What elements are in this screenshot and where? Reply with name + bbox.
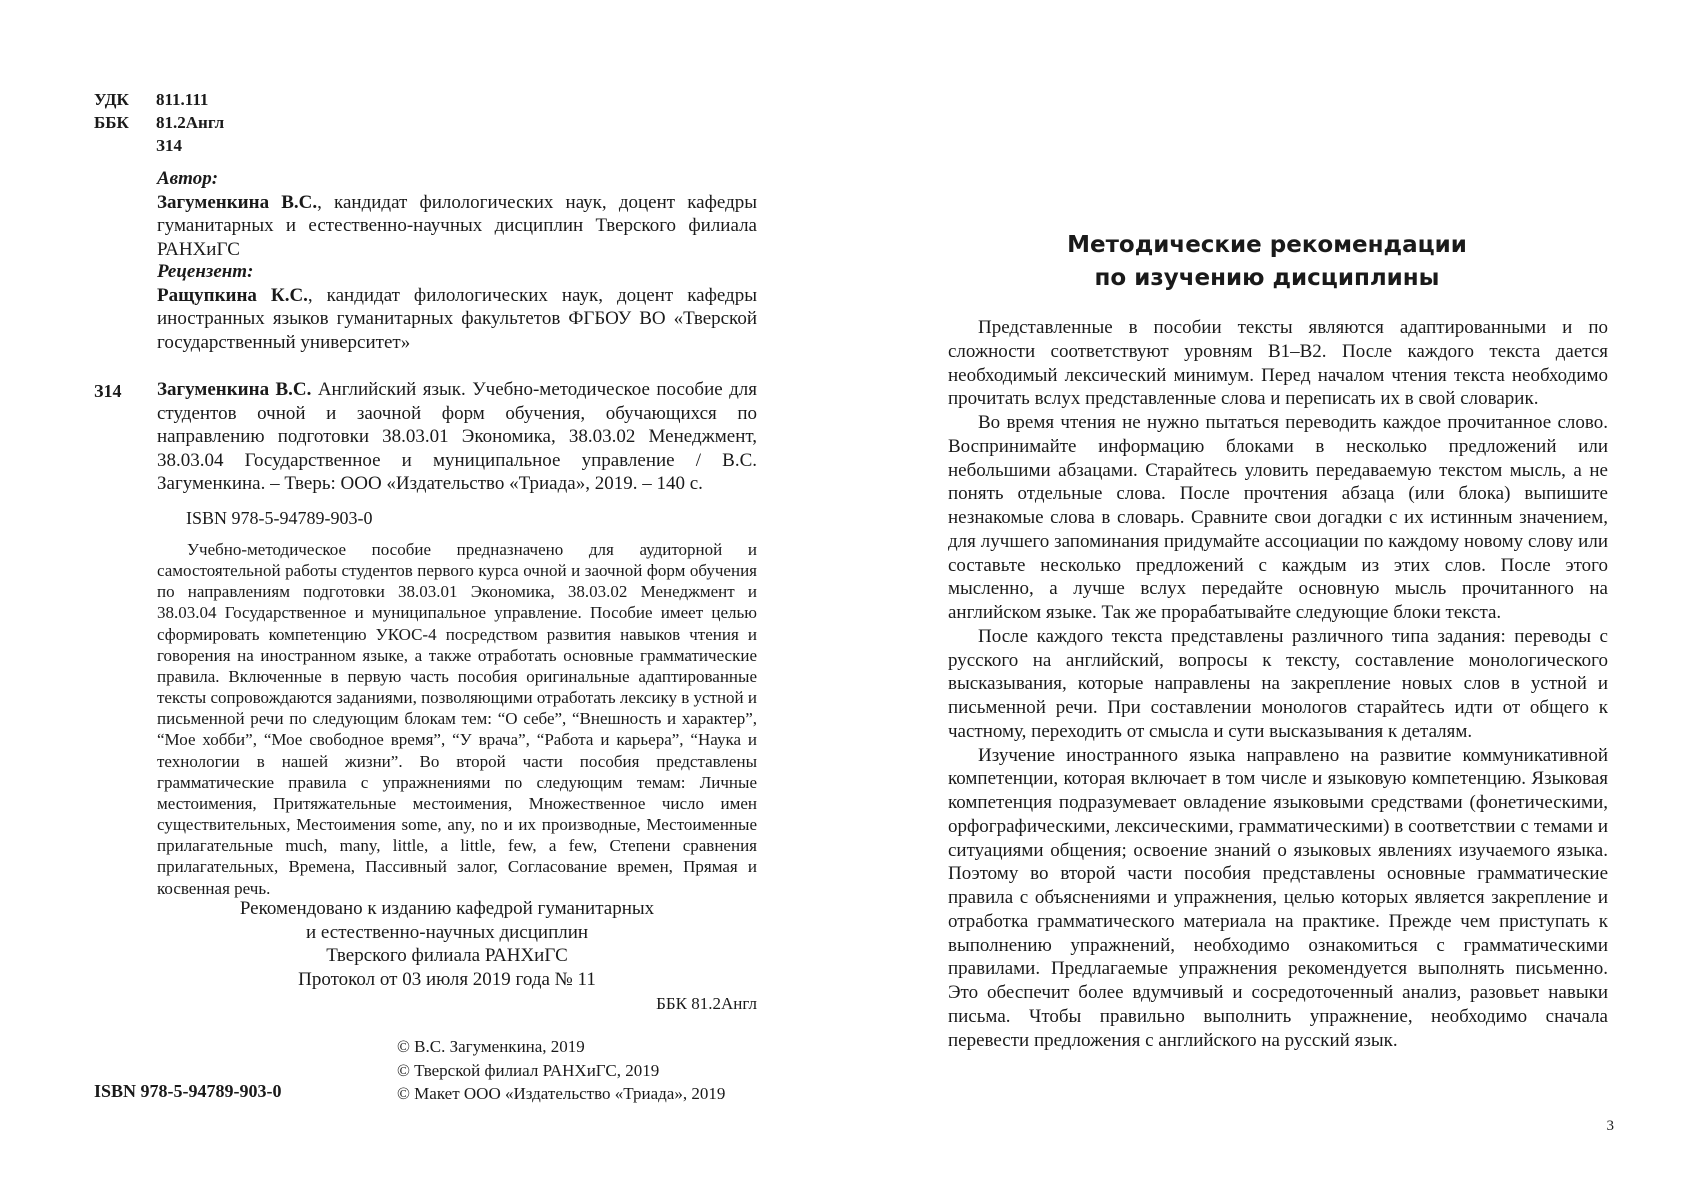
code-label: УДК xyxy=(94,90,129,109)
author-heading: Автор: xyxy=(157,168,219,189)
recommendation-line: и естественно-научных дисциплин xyxy=(305,921,589,943)
code-label: ББК xyxy=(94,113,129,132)
bib-author-mark: З14 xyxy=(94,381,122,401)
udk-row xyxy=(94,88,224,111)
bib-text: Английский язык. Учебно-методическое пособие для студентов очной и заочной форм обучения, обучающихся по направлению подготовки 38.03.01 Экономика, 38.03.02 Менеджмент, 38.03.04 Государственное и муниципальное управление / В.С. Загуменкина. – Тверь: ООО «Издательство «Триада», 2019. – 140 с. xyxy=(157,379,757,494)
code-value: 81.2Англ xyxy=(156,113,225,132)
bbk-bottom: ББК 81.2Англ xyxy=(656,994,757,1013)
abstract xyxy=(157,539,757,899)
bibliographic-record xyxy=(157,378,757,496)
right-page xyxy=(845,0,1689,1199)
paragraph: После каждого текста представлены различного типа задания: переводы с русского на английский, вопросы к тексту, составление монологического высказывания, которые направлены на закрепление новых слов в устной и письменной речи. При составлении монологов старайтесь идти от общего к частному, переходить от смысла и сути высказывания к деталям. xyxy=(948,625,1608,742)
paragraph: Представленные в пособии тексты являются адаптированными и по сложности соответствуют уровням В1–В2. После каждого текста дается необходимый лексический минимум. Перед началом чтения текста необходимо прочитать вслух представленные слова и переписать их в свой словарик. xyxy=(948,317,1608,410)
reviewer-heading: Рецензент: xyxy=(157,261,254,282)
isbn-line: ISBN 978-5-94789-903-0 xyxy=(186,508,373,528)
author-details: , кандидат филологических наук, доцент кафедры гуманитарных и естественно-научных дисциплин Тверского филиала РАНХиГС xyxy=(157,191,758,260)
author-block xyxy=(157,167,757,261)
reviewer-block xyxy=(157,260,757,354)
paragraph: Во время чтения не нужно пытаться переводить каждое прочитанное слово. Воспринимайте информацию блоками в несколько предложений или небольшими абзацами. Старайтесь уловить передаваемую текстом мысль, а не понять отдельные слова. После прочтения абзаца (или блока) выпишите незнакомые слова в словарь. Сравните свои догадки с их истинным значением, для лучшего запоминания придумайте ассоциации по каждому новому слову или составьте несколько предложений с каждым из этих слов. После этого мысленно, а лучше вслух передайте основную мысль прочитанного на английском языке. Так же прорабатывайте следующие блоки текста. xyxy=(948,412,1608,623)
code-value: З14 xyxy=(156,136,182,155)
copyright-line: © Тверской филиал РАНХиГС, 2019 xyxy=(397,1060,660,1080)
code-value: 811.111 xyxy=(156,90,209,109)
paragraph: Изучение иностранного языка направлено на развитие коммуникативной компетенции, которая включает в том числе и языковую компетенцию. Языковая компетенция подразумевает овладение языковыми средствами (фонетическими, орфографическими, лексическими, грамматическими) в соответствии с темами и ситуациями общения; освоение знаний о языковых явлениях изучаемого языка. Поэтому во второй части пособия представлены основные грамматические правила с объяснениями и упражнения, целью которых является закрепление и отработка грамматического материала на практике. Прежде чем приступать к выполнению упражнений, необходимо ознакомиться с грамматическими правилами. Предлагаемые упражнения рекомендуется выполнять письменно. Это обеспечит более вдумчивый и сосредоточенный анализ, разовьет навыки письма. Чтобы правильно выполнить упражнение, необходимо сначала перевести предложения с английского на русский язык. xyxy=(948,744,1608,1051)
left-page xyxy=(0,0,844,1199)
copyright-line: © В.С. Загуменкина, 2019 xyxy=(397,1037,585,1056)
title-line: Методические рекомендации xyxy=(1067,232,1467,258)
reviewer-name: Ращупкина К.С. xyxy=(157,284,308,306)
reviewer-details: , кандидат филологических наук, доцент кафедры иностранных языков гуманитарных факультетов ФГБОУ ВО «Тверской государственный университет» xyxy=(157,284,757,353)
body-text xyxy=(948,316,1608,1052)
recommendation-line: Тверского филиала РАНХиГС xyxy=(326,945,568,966)
code-label xyxy=(94,134,156,157)
isbn-bottom: ISBN 978-5-94789-903-0 xyxy=(94,1081,282,1101)
recommendation xyxy=(157,897,737,991)
copyright-line: © Макет ООО «Издательство «Триада», 2019 xyxy=(397,1084,726,1103)
author-name: Загуменкина В.С. xyxy=(157,191,318,213)
abstract-text: Учебно-методическое пособие предназначено для аудиторной и самостоятельной работы студентов первого курса очной и заочной форм обучения по направлениям подготовки 38.03.01 Экономика, 38.03.02 Менеджмент и 38.03.04 Государственное и муниципальное управление. Пособие имеет целью сформировать компетенцию УКОС-4 посредством развития навыков чтения и говорения на иностранном языке, а также отработать основные грамматические правила. Включенные в первую часть пособия оригинальные адаптированные тексты сопровождаются заданиями, позволяющими отработать лексику в устной и письменной речи по следующим блокам тем: “О себе”, “Внешность и характер”, “Мое хобби”, “Мое свободное время”, “У врача”, “Работа и карьера”, “Наука и технологии в нашей жизни”. Во второй части пособия представлены грамматические правила с упражнениями по следующим темам: Личные местоимения, Притяжательные местоимения, Множественное число имен существительных, Местоимения some, any, no и их производные, Местоименные прилагательные much, many, little, a little, few, a few, Степени сравнения прилагательных, Времена, Пассивный залог, Согласование времен, Прямая и косвенная речь. xyxy=(157,540,758,898)
page-title xyxy=(845,229,1689,295)
title-line: по изучению дисциплины xyxy=(1094,265,1440,291)
recommendation-line: Рекомендовано к изданию кафедрой гуманитарных xyxy=(239,898,655,919)
author-mark-row xyxy=(94,134,224,157)
bbk-row xyxy=(94,111,224,134)
copyright-block xyxy=(397,1035,725,1106)
recommendation-line: Протокол от 03 июля 2019 года № 11 xyxy=(298,968,596,990)
page-number: 3 xyxy=(1606,1118,1614,1134)
author-text xyxy=(157,191,757,262)
reviewer-text xyxy=(157,284,757,355)
classification-codes xyxy=(94,88,224,157)
bib-author: Загуменкина В.С. xyxy=(157,379,312,400)
